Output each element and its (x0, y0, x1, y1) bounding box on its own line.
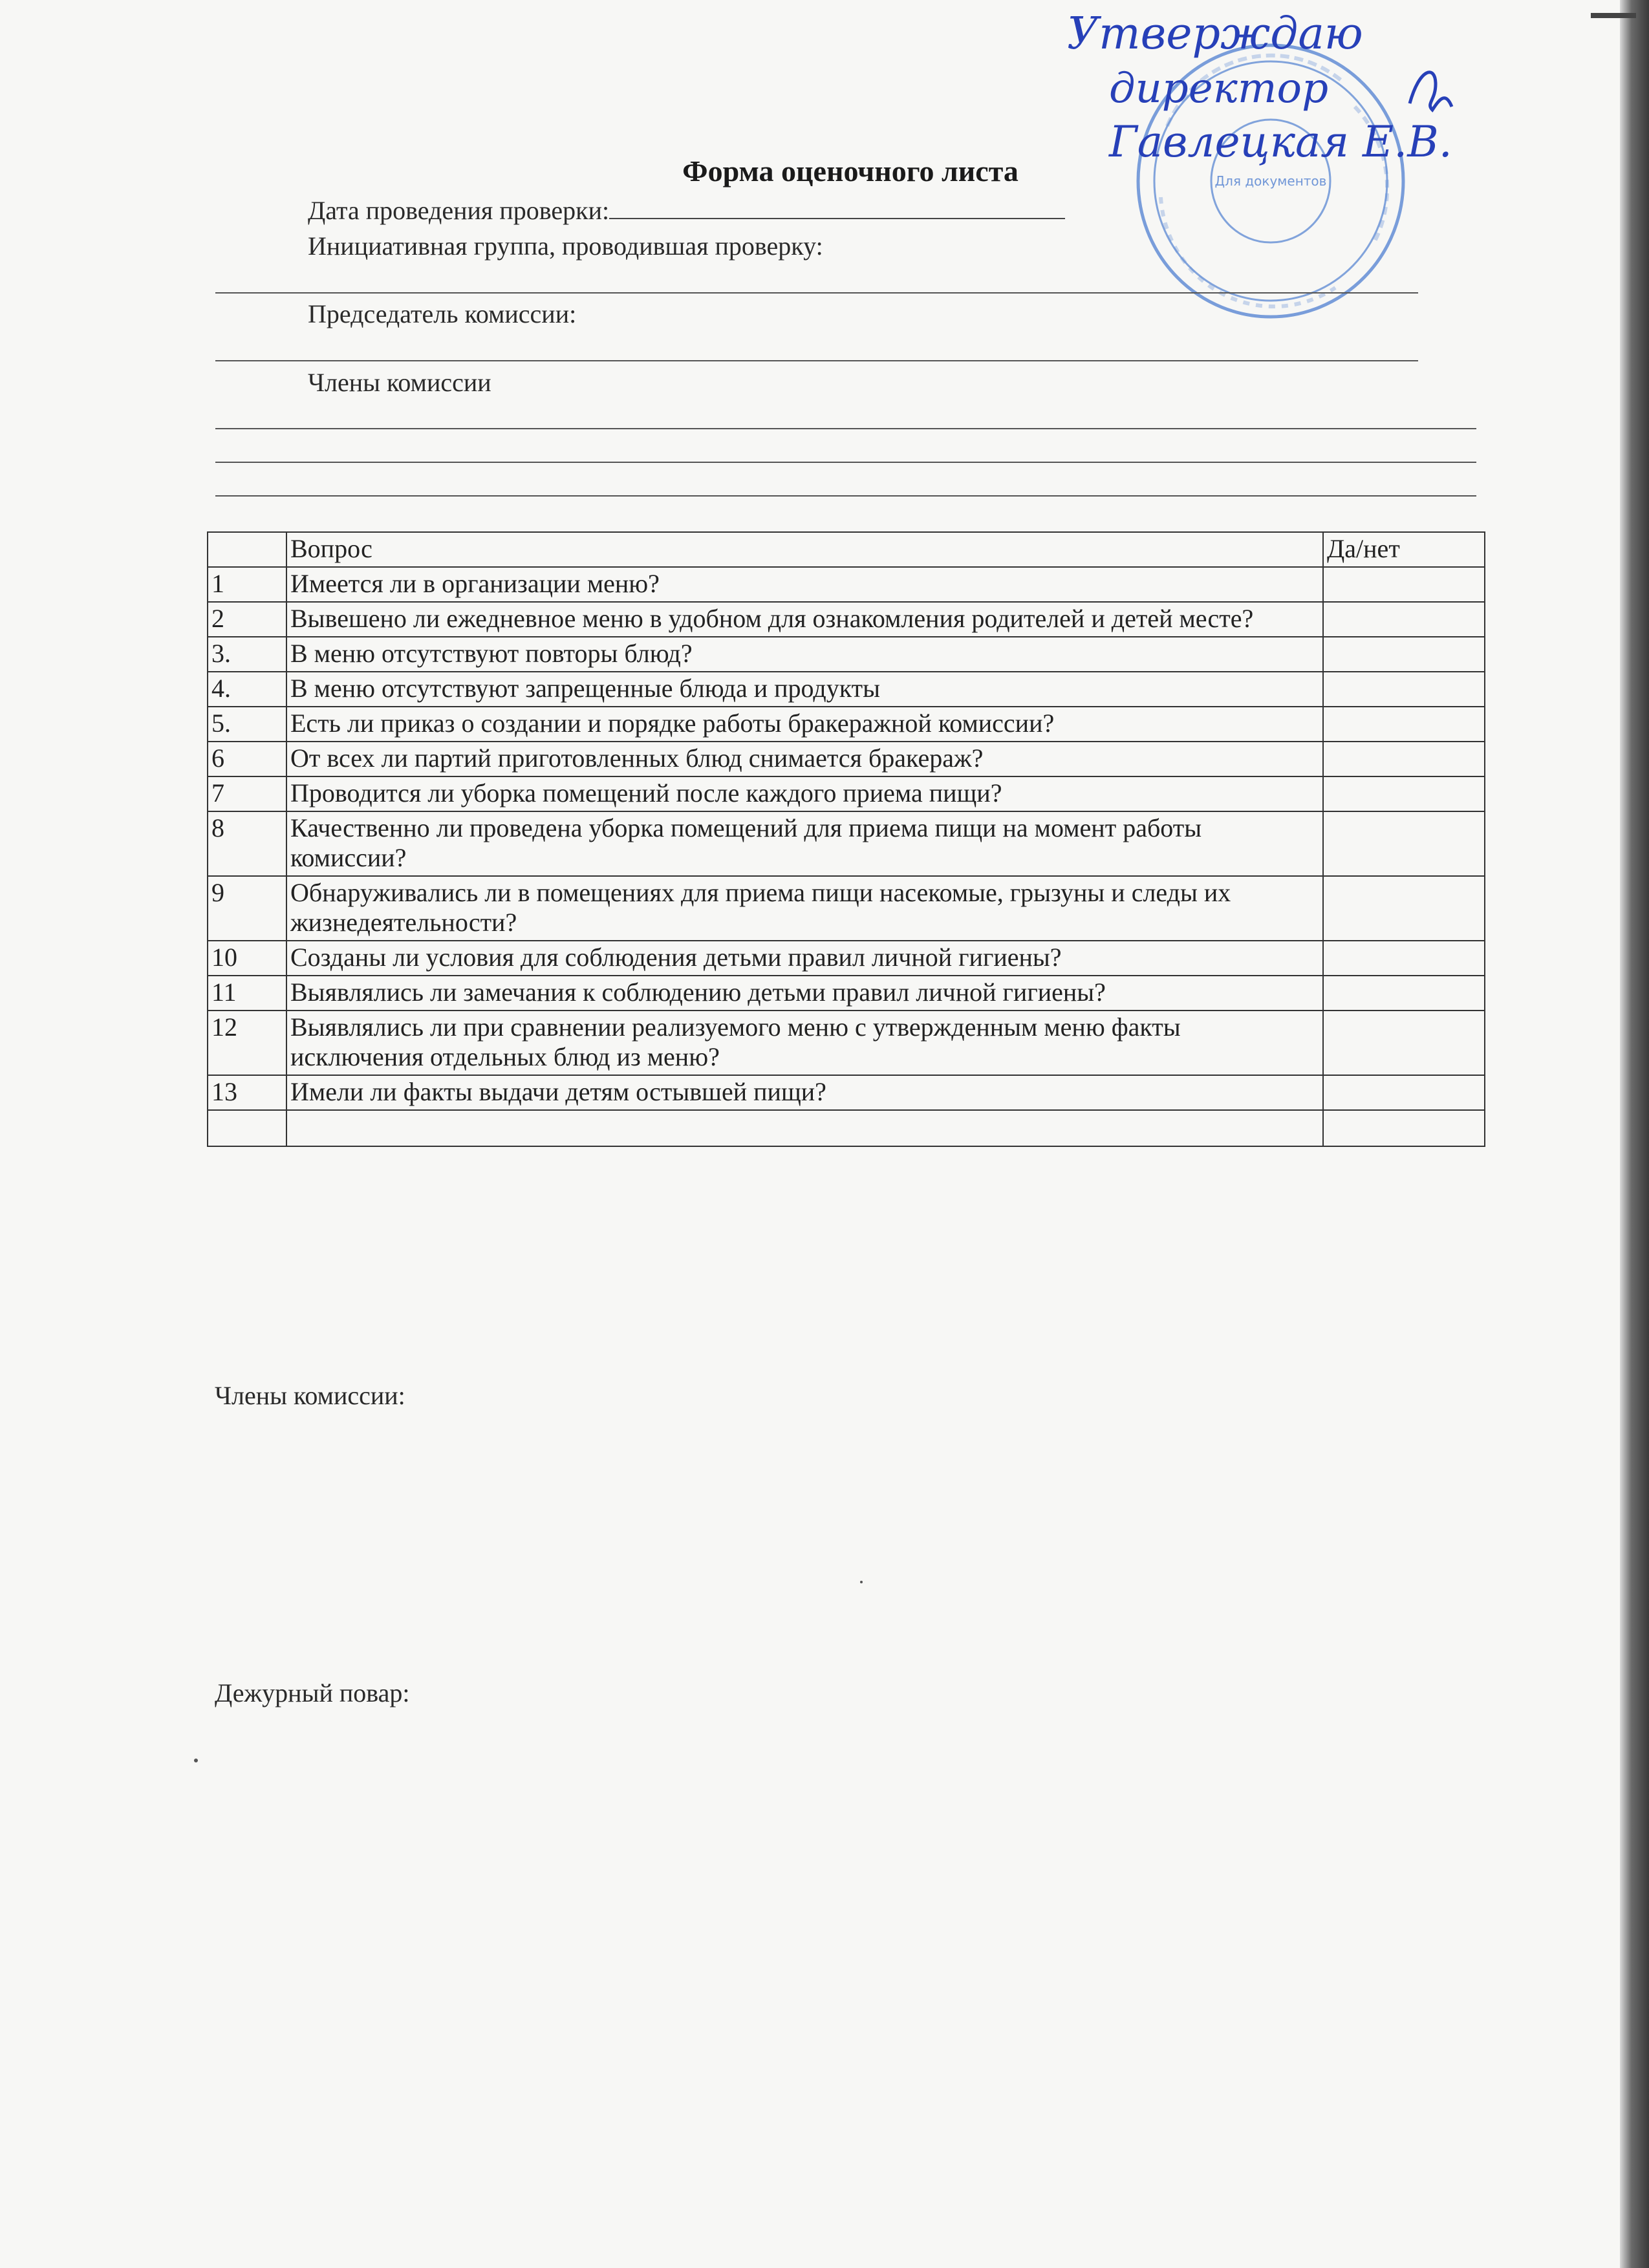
members-label: Члены комиссии (308, 368, 491, 397)
table-row (208, 976, 1485, 1011)
table-row (208, 1011, 1485, 1075)
row-answer-cell[interactable] (1323, 876, 1485, 941)
header-number (208, 532, 286, 567)
footer-members-label: Члены комиссии: (215, 1381, 405, 1410)
inspection-date-field[interactable] (609, 198, 1065, 219)
members-line-1[interactable] (215, 428, 1476, 429)
row-number: 13 (208, 1075, 286, 1110)
table-row-empty (208, 1110, 1485, 1146)
row-question: Созданы ли условия для соблюдения детьми правил личной гигиены? (286, 941, 1323, 976)
members-line-3[interactable] (215, 495, 1476, 497)
row-number: 4. (208, 672, 286, 707)
svg-text:директор: директор (1109, 65, 1329, 112)
table-row (208, 811, 1485, 876)
row-number: 2 (208, 602, 286, 637)
row-question (286, 1110, 1323, 1146)
row-question: Имели ли факты выдачи детям остывшей пищи? (286, 1075, 1323, 1110)
table-header-row (208, 532, 1485, 567)
initiative-group-line[interactable] (215, 292, 1418, 294)
form-title: Форма оценочного листа (682, 155, 1018, 187)
scan-edge-shadow (1620, 0, 1649, 2268)
table-row (208, 941, 1485, 976)
row-answer-cell[interactable] (1323, 1075, 1485, 1110)
members-line-2[interactable] (215, 462, 1476, 463)
row-question: В меню отсутствуют запрещенные блюда и продукты (286, 672, 1323, 707)
table-row (208, 672, 1485, 707)
row-question: Обнаруживались ли в помещениях для приема пищи насекомые, грызуны и следы их жизнедеятельности? (286, 876, 1323, 941)
row-number: 11 (208, 976, 286, 1011)
row-answer-cell[interactable] (1323, 1011, 1485, 1075)
row-answer-cell[interactable] (1323, 602, 1485, 637)
table-row (208, 567, 1485, 602)
row-answer-cell[interactable] (1323, 707, 1485, 742)
row-answer-cell[interactable] (1323, 672, 1485, 707)
row-number: 6 (208, 742, 286, 776)
row-answer-cell[interactable] (1323, 742, 1485, 776)
approval-signature (1048, 6, 1539, 168)
inspection-date-label: Дата проведения проверки: (308, 196, 610, 225)
svg-text:Для документов: Для документов (1214, 173, 1327, 189)
row-question: Качественно ли проведена уборка помещений для приема пищи на момент работы комиссии? (286, 811, 1323, 876)
svg-text:Гавлецкая Е.В.: Гавлецкая Е.В. (1109, 117, 1452, 167)
duty-cook-label: Дежурный повар: (215, 1678, 410, 1707)
row-answer-cell[interactable] (1323, 1110, 1485, 1146)
chairman-line[interactable] (215, 360, 1418, 361)
row-number: 5. (208, 707, 286, 742)
row-question: Выявлялись ли при сравнении реализуемого меню с утвержденным меню факты исключения отдельных блюд из меню? (286, 1011, 1323, 1075)
header-answer: Да/нет (1323, 532, 1485, 567)
row-number: 9 (208, 876, 286, 941)
header-question: Вопрос (286, 532, 1323, 567)
scan-speck (860, 1581, 863, 1583)
row-answer-cell[interactable] (1323, 811, 1485, 876)
row-question: Вывешено ли ежедневное меню в удобном для ознакомления родителей и детей месте? (286, 602, 1323, 637)
table-row (208, 1075, 1485, 1110)
row-number: 10 (208, 941, 286, 976)
scan-speck (194, 1759, 198, 1762)
row-number: 8 (208, 811, 286, 876)
table-row (208, 876, 1485, 941)
table-row (208, 742, 1485, 776)
row-answer-cell[interactable] (1323, 567, 1485, 602)
row-question: Имеется ли в организации меню? (286, 567, 1323, 602)
row-number: 7 (208, 776, 286, 811)
row-number (208, 1110, 286, 1146)
row-number: 1 (208, 567, 286, 602)
table-row (208, 602, 1485, 637)
row-question: Проводится ли уборка помещений после каждого приема пищи? (286, 776, 1323, 811)
evaluation-table (207, 531, 1485, 1147)
table-row (208, 637, 1485, 672)
row-answer-cell[interactable] (1323, 976, 1485, 1011)
table-row (208, 776, 1485, 811)
scan-edge-mark (1591, 13, 1636, 18)
row-question: Выявлялись ли замечания к соблюдению детьми правил личной гигиены? (286, 976, 1323, 1011)
inspection-date-row (308, 195, 1065, 226)
row-number: 3. (208, 637, 286, 672)
chairman-label: Председатель комиссии: (308, 299, 577, 328)
row-answer-cell[interactable] (1323, 941, 1485, 976)
row-answer-cell[interactable] (1323, 776, 1485, 811)
row-number: 12 (208, 1011, 286, 1075)
row-question: В меню отсутствуют повторы блюд? (286, 637, 1323, 672)
row-question: Есть ли приказ о создании и порядке работы бракеражной комиссии? (286, 707, 1323, 742)
initiative-group-label: Инициативная группа, проводившая проверку: (308, 231, 823, 261)
row-question: От всех ли партий приготовленных блюд снимается бракераж? (286, 742, 1323, 776)
row-answer-cell[interactable] (1323, 637, 1485, 672)
table-row (208, 707, 1485, 742)
svg-text:Утверждаю: Утверждаю (1067, 8, 1363, 59)
